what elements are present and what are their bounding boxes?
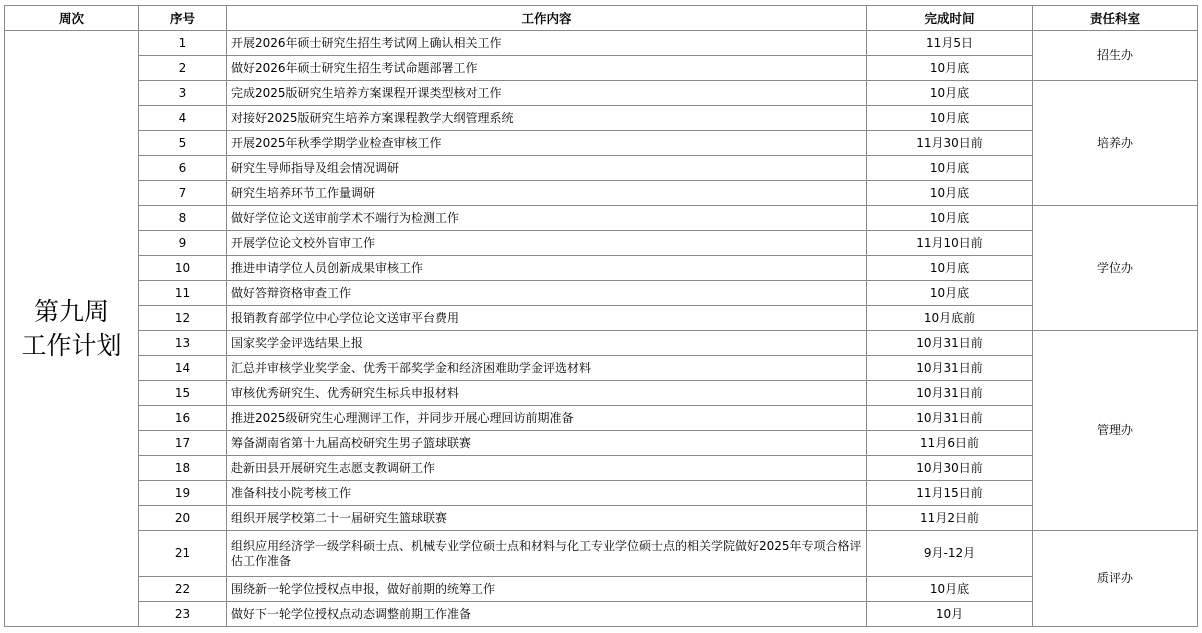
deadline-cell: 10月底 [867,281,1033,306]
task-cell: 对接好2025版研究生培养方案课程教学大纲管理系统 [227,106,867,131]
table-row [5,56,1198,81]
deadline-cell: 11月5日 [867,31,1033,56]
deadline-cell: 10月31日前 [867,356,1033,381]
office-cell: 学位办 [1033,206,1198,331]
deadline-cell: 10月底 [867,56,1033,81]
seq-cell: 16 [139,406,227,431]
deadline-cell: 10月底 [867,156,1033,181]
office-cell: 招生办 [1033,31,1198,81]
task-cell: 推进2025级研究生心理测评工作，并同步开展心理回访前期准备 [227,406,867,431]
table-row [5,181,1198,206]
task-cell: 赴新田县开展研究生志愿支教调研工作 [227,456,867,481]
deadline-cell: 11月6日前 [867,431,1033,456]
task-cell: 推进申请学位人员创新成果审核工作 [227,256,867,281]
task-cell: 完成2025版研究生培养方案课程开课类型核对工作 [227,81,867,106]
table-row [5,481,1198,506]
seq-cell: 6 [139,156,227,181]
task-cell: 组织开展学校第二十一届研究生篮球联赛 [227,506,867,531]
table-row [5,331,1198,356]
table-row [5,131,1198,156]
task-cell: 研究生导师指导及组会情况调研 [227,156,867,181]
table-row [5,106,1198,131]
seq-cell: 8 [139,206,227,231]
table-row [5,531,1198,577]
seq-cell: 18 [139,456,227,481]
seq-cell: 23 [139,602,227,627]
table-row [5,206,1198,231]
deadline-cell: 10月31日前 [867,381,1033,406]
deadline-cell: 10月30日前 [867,456,1033,481]
deadline-cell: 10月底 [867,106,1033,131]
seq-cell: 9 [139,231,227,256]
task-cell: 开展2026年硕士研究生招生考试网上确认相关工作 [227,31,867,56]
seq-cell: 15 [139,381,227,406]
task-cell: 报销教育部学位中心学位论文送审平台费用 [227,306,867,331]
deadline-cell: 11月2日前 [867,506,1033,531]
deadline-cell: 10月底 [867,181,1033,206]
seq-cell: 21 [139,531,227,577]
office-cell: 培养办 [1033,81,1198,206]
table-row [5,381,1198,406]
table-row [5,156,1198,181]
seq-cell: 7 [139,181,227,206]
deadline-cell: 10月底 [867,206,1033,231]
task-cell: 做好答辩资格审查工作 [227,281,867,306]
seq-cell: 4 [139,106,227,131]
table-row [5,506,1198,531]
office-cell: 管理办 [1033,331,1198,531]
week-label-cell [5,31,139,627]
task-cell: 组织应用经济学一级学科硕士点、机械专业学位硕士点和材料与化工专业学位硕士点的相关学院做好2025年专项合格评估工作准备 [227,531,867,577]
table-row [5,231,1198,256]
deadline-cell: 11月30日前 [867,131,1033,156]
seq-cell: 20 [139,506,227,531]
seq-cell: 2 [139,56,227,81]
seq-cell: 17 [139,431,227,456]
task-cell: 做好下一轮学位授权点动态调整前期工作准备 [227,602,867,627]
task-cell: 做好2026年硕士研究生招生考试命题部署工作 [227,56,867,81]
task-cell: 汇总并审核学业奖学金、优秀干部奖学金和经济困难助学金评选材料 [227,356,867,381]
seq-cell: 10 [139,256,227,281]
seq-cell: 12 [139,306,227,331]
deadline-cell: 10月 [867,602,1033,627]
deadline-cell: 10月31日前 [867,331,1033,356]
deadline-cell: 10月底 [867,81,1033,106]
seq-cell: 3 [139,81,227,106]
task-cell: 围绕新一轮学位授权点申报，做好前期的统筹工作 [227,577,867,602]
seq-cell: 1 [139,31,227,56]
office-cell: 质评办 [1033,531,1198,627]
deadline-cell: 11月10日前 [867,231,1033,256]
deadline-cell: 10月底前 [867,306,1033,331]
table-row [5,31,1198,56]
task-cell: 开展2025年秋季学期学业检查审核工作 [227,131,867,156]
week-label-line2: 工作计划 [21,330,122,360]
seq-cell: 13 [139,331,227,356]
header-deadline: 完成时间 [867,6,1033,31]
table-row [5,256,1198,281]
header-week: 周次 [5,6,139,31]
week-label-line1: 第九周 [33,296,109,326]
seq-cell: 19 [139,481,227,506]
seq-cell: 11 [139,281,227,306]
header-content: 工作内容 [227,6,867,31]
table-row [5,406,1198,431]
table-row [5,281,1198,306]
deadline-cell: 9月-12月 [867,531,1033,577]
deadline-cell: 10月底 [867,577,1033,602]
task-cell: 开展学位论文校外盲审工作 [227,231,867,256]
deadline-cell: 11月15日前 [867,481,1033,506]
seq-cell: 5 [139,131,227,156]
table-row [5,356,1198,381]
task-cell: 研究生培养环节工作量调研 [227,181,867,206]
table-row [5,431,1198,456]
deadline-cell: 10月31日前 [867,406,1033,431]
work-plan-table [4,5,1198,627]
table-row [5,81,1198,106]
table-header-row [5,6,1198,31]
table-row [5,306,1198,331]
header-office: 责任科室 [1033,6,1198,31]
seq-cell: 22 [139,577,227,602]
table-row [5,456,1198,481]
table-row [5,577,1198,602]
table-row [5,602,1198,627]
task-cell: 准备科技小院考核工作 [227,481,867,506]
task-cell: 审核优秀研究生、优秀研究生标兵申报材料 [227,381,867,406]
seq-cell: 14 [139,356,227,381]
task-cell: 做好学位论文送审前学术不端行为检测工作 [227,206,867,231]
deadline-cell: 10月底 [867,256,1033,281]
task-cell: 筹备湖南省第十九届高校研究生男子篮球联赛 [227,431,867,456]
task-cell: 国家奖学金评选结果上报 [227,331,867,356]
header-seq: 序号 [139,6,227,31]
